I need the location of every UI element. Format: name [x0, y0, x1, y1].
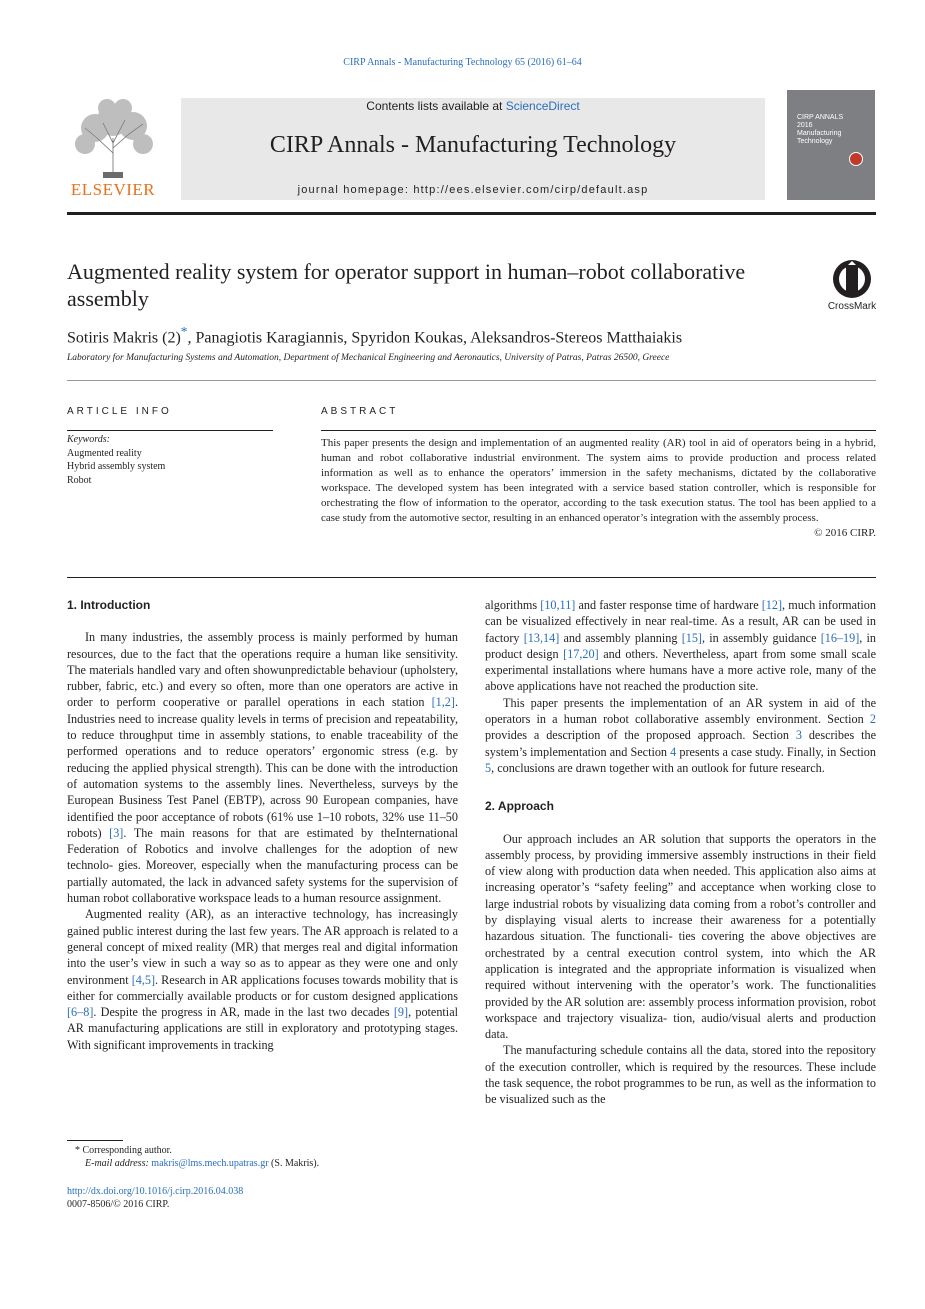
section-link[interactable]: 4 [670, 744, 677, 759]
contents-line [181, 99, 765, 113]
masthead [67, 90, 876, 200]
journal-cover-image [787, 90, 875, 200]
keywords-block [67, 433, 273, 487]
section-link[interactable]: 2 [869, 712, 876, 727]
approach-paragraph-2: The manufacturing schedule contains all the data, stored into the repository of the execution controller, which is required by the resources. These include the task sequence, the robot programmes to be run, as well as the information to be visualized such as the [485, 1043, 876, 1107]
cover-emblem-icon [849, 152, 863, 166]
journal-reference[interactable]: CIRP Annals - Manufacturing Technology 65 (2016) 61–64 [343, 57, 582, 68]
right-paragraph-2: This paper presents the implementation of an AR system in aid of the operators in a human robot collaborative assembly environment. Section 2 provides a description of the proposed approach. Section 3 describes the system’s implementation and Section 4 presents a case study. Finally, in Section 5, conclusions are drawn together with an outlook for future research. [485, 695, 876, 775]
abstract-rule [321, 430, 876, 431]
journal-header-box [181, 98, 765, 200]
contents-prefix: Contents lists available at [366, 99, 506, 113]
authors-prefix: Sotiris Makris (2) [67, 329, 181, 347]
citation-link[interactable]: [6–8] [67, 1005, 94, 1020]
abstract-copyright: © 2016 CIRP. [814, 527, 876, 539]
issn-line: 0007-8506/© 2016 CIRP. [67, 1199, 170, 1210]
crossmark-label: CrossMark [827, 301, 877, 312]
doi-block [67, 1185, 458, 1211]
citation-link[interactable]: [1,2] [431, 695, 455, 710]
keyword: Robot [67, 474, 92, 486]
elsevier-wordmark: ELSEVIER [70, 180, 156, 199]
email-suffix: (S. Makris). [268, 1158, 320, 1169]
abstract-label: ABSTRACT [321, 406, 399, 417]
email-note [67, 1157, 458, 1170]
abstract-bottom-rule [67, 577, 876, 578]
intro-paragraph-1: In many industries, the assembly process is mainly performed by human resources, due to the fact that the operations require a human like sensitivity. The materials handled vary and often showunpredictable behaviour (upholstery, rubber, fabric, etc.) and every so often, more than one operators are active in order to perform cooperative or parallel operations in each station [1,2]. Industries need to increase quality levels in terms of precision and repeatability, to reduce throughput time in assembly stations, to enable traceability of the performed operations and to reduce operators’ ergonomic stress (e.g. by reducing the applied physical strength). This can be done with the introduction of automation systems to the assembly lines. Nevertheless, surveys by the European Business Test Panel (EBTP), across 90 European companies, have identified the poor acceptance of robots (61% use 1–10 robots, 32% use 11–50 robots) [3]. The main reasons for that are estimated by theInternational Federation of Robotics and involve challenges for the adoption of new technolo- gies. Moreover, especially when the manufacturing process can be partially automated, the lack in advanced safety systems for the supervision of human robot collaborative workspace leads to a human resource assignment. [67, 630, 459, 906]
section-heading-introduction: 1. Introduction [67, 598, 151, 612]
citation-link[interactable]: [16–19] [820, 630, 860, 645]
journal-homepage[interactable]: journal homepage: http://ees.elsevier.com/cirp/default.asp [297, 184, 649, 196]
footnote-rule [67, 1140, 123, 1141]
crossmark-icon [826, 259, 878, 301]
citation-link[interactable]: [4,5] [131, 972, 156, 987]
abstract-block [321, 436, 876, 541]
keywords-label: Keywords: [67, 434, 110, 445]
intro-paragraph-2: Augmented reality (AR), as an interactive technology, has increasingly gained public interest during the last few years. The AR approach is related to a general concept of mixed reality (MR) that merges real and digital information into the user’s view in such a way so as to appear as they were one and only environment [4,5]. Research in AR applications focuses towards mobility that is either for commercially available products or for custom designed applications [6–8]. Despite the progress in AR, made in the last two decades [9], potential AR manufacturing applications are still in exploratory and prototyping stages. With significant improvements in tracking [67, 907, 458, 1052]
citation-link[interactable]: [15] [681, 630, 702, 645]
article-info-label: ARTICLE INFO [67, 406, 172, 417]
article-info-rule [67, 430, 273, 431]
doi-link[interactable]: http://dx.doi.org/10.1016/j.cirp.2016.04.038 [67, 1186, 244, 1197]
body-left-column [67, 597, 458, 1053]
body-right-column [485, 597, 876, 1108]
citation-link[interactable]: [9] [393, 1005, 409, 1020]
keyword: Augmented reality [67, 447, 142, 459]
crossmark-badge[interactable] [826, 259, 878, 313]
author-list [67, 324, 876, 347]
footnotes [67, 1144, 458, 1170]
citation-link[interactable]: [13,14] [523, 630, 560, 645]
section-heading-approach: 2. Approach [485, 799, 554, 814]
citation-link[interactable]: [10,11] [540, 598, 576, 612]
elsevier-tree-icon [67, 98, 159, 180]
citation-link[interactable]: [17,20] [563, 646, 599, 661]
approach-paragraph-1: Our approach includes an AR solution that supports the operators in the assembly process, by providing immersive assembly instructions in their field of view along with production data when needed. This application also aims at increasing operator’s “safety feeling” and acceptance when working close to large industrial robots by visualizing data coming from a robot’s controller and by displaying visual alerts to increase their awareness for a potentially hazardous situation. The functionali- ties covering the above objectives are orchestrated by a central execution control system, into which the AR application is integrated and the appropriate information is visualized when required without intervening with the operator’s work. The functionalities provided by the AR solution are: assembly process information provision, robot workspace and trajectory visualiza- tion, audio/visual alerts and production data. [485, 831, 876, 1042]
sciencedirect-link[interactable]: ScienceDirect [505, 99, 580, 113]
elsevier-logo [67, 98, 159, 200]
section-link[interactable]: 3 [795, 728, 802, 743]
section-link[interactable]: 5 [485, 760, 492, 775]
header-rule [67, 212, 876, 215]
email-label: E-mail address: [85, 1158, 152, 1169]
citation-link[interactable]: [3] [109, 825, 124, 840]
right-paragraph-1: algorithms [10,11] and faster response time of hardware [12], much information can be visualized effectively in near real-time. As a result, AR can be used in factory [13,14] and assembly planning [15], in assembly guidance [16–19], in product design [17,20] and others. Nevertheless, apart from some small scale experimental installations where humans have a more active role, many of the above applications have not reached the production site. [485, 598, 877, 694]
abstract-text: This paper presents the design and implementation of an augmented reality (AR) tool in aid of operators being in a hybrid, human and robot collaborative industrial environment. The system aims to provide production and process related information as well as to enhance the operators’ immersion in the safety mechanisms, dictated by the collaborative workspace. The developed system has been integrated with a service based station controller, which is responsible for orchestrating the flow of information to the operator, according to the task execution status. The tool has been applied to a case study from the automotive sector, resulting in an enhanced operator’s integration with the assembly process. [321, 437, 876, 524]
authors-rest: , Panagiotis Karagiannis, Spyridon Koukas, Aleksandros-Stereos Matthaiakis [187, 329, 683, 347]
affiliation-rule [67, 380, 876, 381]
affiliation: Laboratory for Manufacturing Systems and Automation, Department of Mechanical Engineering and Aeronautics, University of Patras, Patras 26500, Greece [67, 353, 670, 363]
corresponding-author-note: * Corresponding author. [75, 1145, 172, 1156]
citation-link[interactable]: [12] [761, 598, 783, 612]
email-link[interactable]: makris@lms.mech.upatras.gr [151, 1158, 269, 1169]
article-title: Augmented reality system for operator support in human–robot collaborative assembly [67, 259, 746, 311]
journal-title: CIRP Annals - Manufacturing Technology [269, 132, 677, 158]
cover-title: CIRP ANNALS 2016 Manufacturing Technology [797, 114, 844, 145]
keyword: Hybrid assembly system [67, 461, 166, 472]
corresponding-author-mark[interactable]: * [180, 324, 188, 339]
